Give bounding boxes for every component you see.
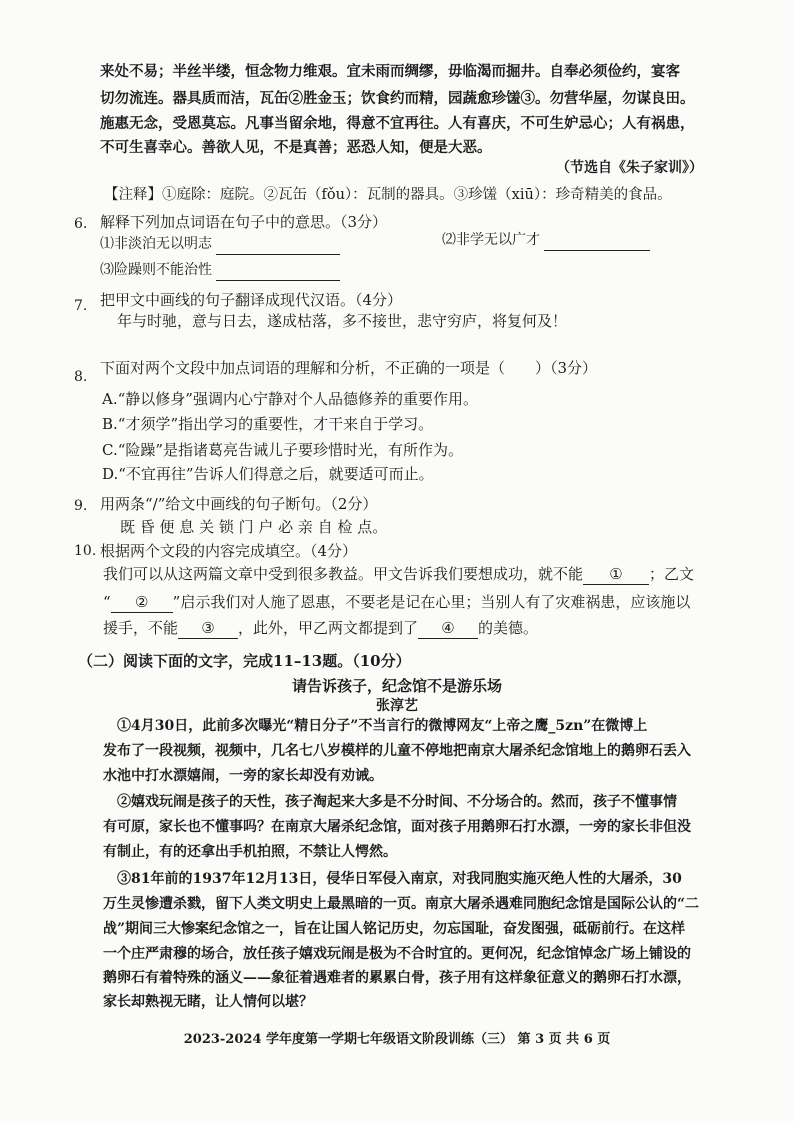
q7-number: 7. xyxy=(74,298,88,314)
q8-option-a[interactable]: A.“静以修身”强调内心宁静对个人品德修养的重要作用。 xyxy=(102,390,478,408)
passage-line-3: 施惠无念，受恩莫忘。凡事当留余地，得意不宜再往。人有喜庆，不可生妒忌心；人有祸患， xyxy=(100,115,695,132)
q6-answer-3[interactable] xyxy=(216,260,340,281)
q6-item-3-text: ⑶险躁则不能治性 xyxy=(100,262,212,278)
q8-option-b[interactable]: B.“才须学”指出学习的重要性，才干来自于学习。 xyxy=(102,415,434,433)
article-p3-line-3: 战”期间三大惨案纪念馆之一，旨在让国人铭记历史，勿忘国耻，奋发图强，砥砺前行。在这样 xyxy=(103,921,686,937)
q6-number: 6. xyxy=(74,216,88,232)
passage-notes: 【注释】①庭除：庭院。②瓦缶（fǒu）：瓦制的器具。③珍馐（xiū）：珍奇精美的食品。 xyxy=(104,187,672,203)
article-title: 请告诉孩子，纪念馆不是游乐场 xyxy=(291,677,502,695)
q7-stem: 把甲文中画线的句子翻译成现代汉语。（4分） xyxy=(100,291,403,309)
q7-sentence: 年与时驰，意与日去，遂成枯落，多不接世，悲守穷庐，将复何及！ xyxy=(117,312,568,330)
q10-line-2 xyxy=(103,592,690,613)
q10-blank-4[interactable]: ④ xyxy=(418,618,478,639)
passage-line-2: 切勿流连。器具质而洁，瓦缶②胜金玉；饮食约而精，园蔬愈珍馐③。勿营华屋，勿谋良田。 xyxy=(100,90,695,107)
section-2-heading: （二）阅读下面的文字，完成11–13题。（10分） xyxy=(78,652,411,670)
article-p3-line-1: ③81年前的1937年12月13日，侵华日军侵入南京，对我同胞实施灭绝人性的大屠杀，30 xyxy=(117,871,682,887)
q6-item-3 xyxy=(100,260,340,281)
article-p1-line-2: 发布了一段视频，视频中，几名七八岁模样的儿童不停地把南京大屠杀纪念馆地上的鹅卵石丢入 xyxy=(103,743,691,759)
article-p2-line-1: ②嬉戏玩闹是孩子的天性，孩子淘起来大多是不分时间、不分场合的。然而，孩子不懂事情 xyxy=(117,794,677,810)
q6-item-1 xyxy=(100,234,340,255)
q10-number: 10. xyxy=(74,543,97,559)
q6-item-2 xyxy=(442,230,650,251)
q8-option-d[interactable]: D.“不宜再往”告诉人们得意之后，就要适可而止。 xyxy=(102,465,434,483)
article-p2-line-3: 有制止，有的还拿出手机拍照，不禁让人愕然。 xyxy=(103,844,397,860)
page-footer: 2023-2024 学年度第一学期七年级语文阶段训练（三） 第 3 页 共 6 页 xyxy=(183,1032,611,1047)
q10-blank-2[interactable]: ② xyxy=(111,592,173,613)
q10-text-3c: 的美德。 xyxy=(478,619,539,637)
article-p3-line-5: 鹅卵石有着特殊的涵义——象征着遇难者的累累白骨，孩子用有这样象征意义的鹅卵石打水漂， xyxy=(103,970,691,986)
q10-stem: 根据两个文段的内容完成填空。（4分） xyxy=(100,542,358,560)
q6-item-2-text: ⑵非学无以广才 xyxy=(442,232,540,248)
q6-item-1-text: ⑴非淡泊无以明志 xyxy=(100,236,212,252)
article-p3-line-4: 一个庄严肃穆的场合，放任孩子嬉戏玩闹是极为不合时宜的。更何况，纪念馆悼念广场上铺设的 xyxy=(103,946,691,962)
q8-option-c[interactable]: C.“险躁”是指诸葛亮告诫儿子要珍惜时光，有所作为。 xyxy=(102,441,464,459)
passage-source: （节选自《朱子家训》） xyxy=(556,160,703,176)
q10-blank-1[interactable]: ① xyxy=(583,564,649,585)
q10-text-2b: ”启示我们对人施了恩惠，不要老是记在心里；当别人有了灾难祸患，应该施以 xyxy=(172,593,691,611)
article-p2-line-2: 有可原，家长也不懂事吗？在南京大屠杀纪念馆，面对孩子用鹅卵石打水漂，一旁的家长非但没 xyxy=(103,819,691,835)
article-p1-line-3: 水池中打水漂嬉闹，一旁的家长却没有劝诫。 xyxy=(103,768,383,784)
q10-blank-3[interactable]: ③ xyxy=(178,618,238,639)
article-p3-line-6: 家长却熟视无睹，让人情何以堪？ xyxy=(103,994,313,1010)
q10-text-2a: “ xyxy=(103,593,111,611)
q10-text-3b: ，此外，甲乙两文都提到了 xyxy=(238,619,419,637)
q8-stem: 下面对两个文段中加点词语的理解和分析，不正确的一项是（ ）（3分） xyxy=(100,359,598,377)
q9-number: 9. xyxy=(74,498,88,514)
q6-stem: 解释下列加点词语在句子中的意思。（3分） xyxy=(100,213,388,231)
q10-line-1 xyxy=(103,564,694,585)
q9-stem: 用两条“/”给文中画线的句子断句。（2分） xyxy=(100,495,378,513)
q10-line-3 xyxy=(103,618,538,639)
passage-line-4: 不可生喜幸心。善欲人见，不是真善；恶恐人知，便是大恶。 xyxy=(100,139,492,156)
q6-answer-1[interactable] xyxy=(216,234,340,255)
article-author: 张淳艺 xyxy=(376,698,418,714)
article-p1-line-1: ①4月30日，此前多次曝光“精日分子”不当言行的微博网友“上帝之鹰_5zn”在微博上 xyxy=(117,718,648,734)
q10-text-3a: 援手，不能 xyxy=(103,619,179,637)
q9-sentence: 既 昏 便 息 关 锁 门 户 必 亲 自 检 点。 xyxy=(120,518,388,536)
q10-text-1a: 我们可以从这两篇文章中受到很多教益。甲文告诉我们要想成功，就不能 xyxy=(103,565,584,583)
article-p3-line-2: 万生灵惨遭杀戮，留下人类文明史上最黑暗的一页。南京大屠杀遇难同胞纪念馆是国际公认的“二 xyxy=(103,896,700,912)
q8-number: 8. xyxy=(74,369,88,385)
q10-text-1b: ；乙文 xyxy=(649,565,695,583)
passage-line-1: 来处不易；半丝半缕，恒念物力维艰。宜未雨而绸缪，毋临渴而掘井。自奉必须俭约，宴客 xyxy=(100,63,680,80)
q6-answer-2[interactable] xyxy=(544,230,650,251)
